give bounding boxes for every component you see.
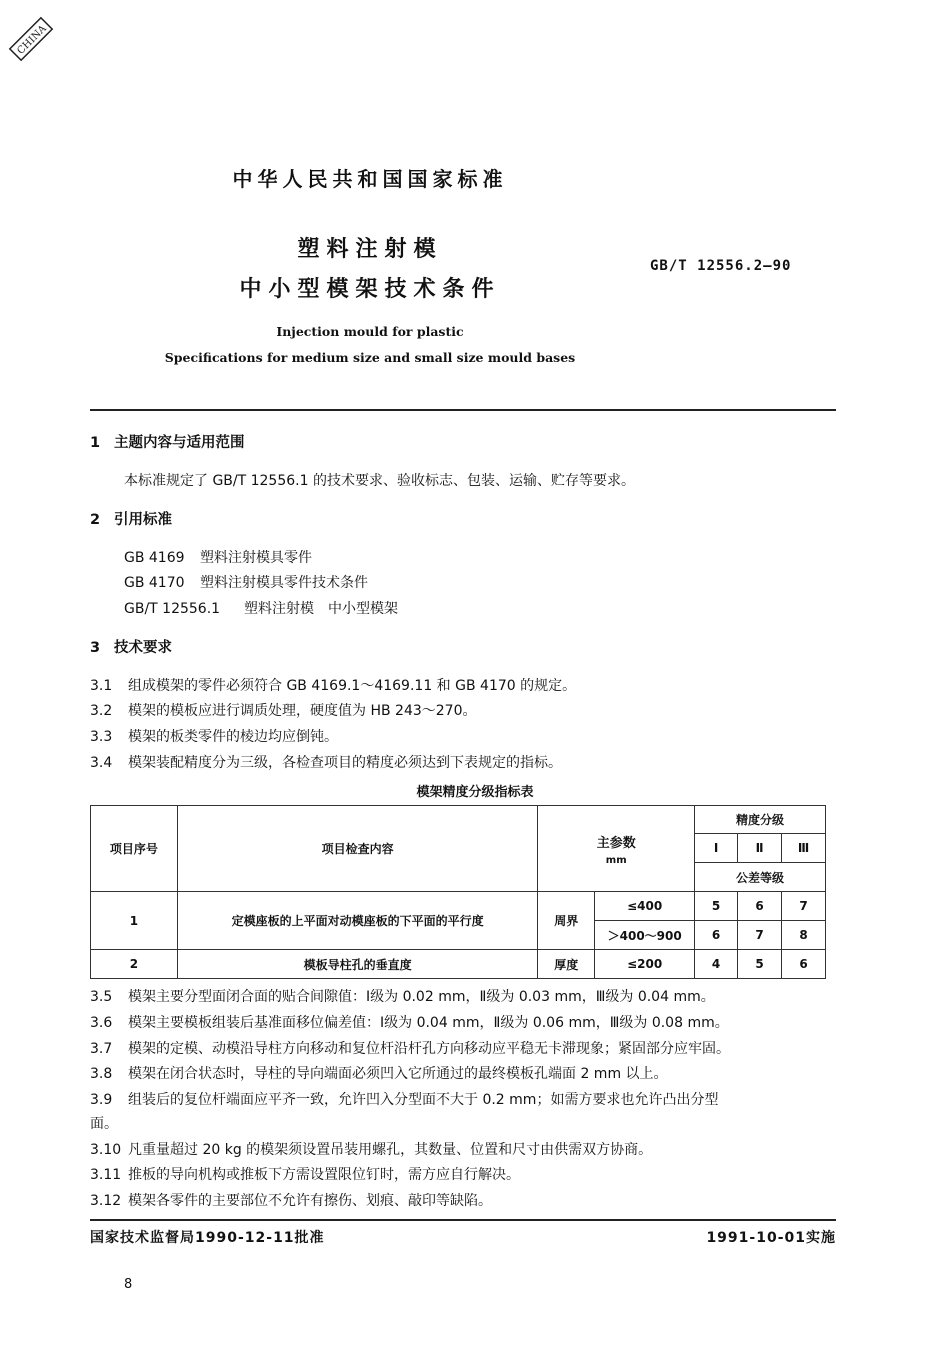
section-3-heading: 3 技术要求	[90, 640, 172, 656]
title-line-2: 中小型模架技术条件	[239, 277, 501, 302]
grade-level: Ⅲ	[782, 834, 826, 863]
row-range: ≤200	[595, 950, 695, 979]
table-row	[91, 950, 826, 979]
effective-date: 1991-10-01实施	[706, 1230, 836, 1246]
china-stamp	[6, 14, 56, 64]
standard-code: GB/T 12556.2—90	[650, 258, 792, 274]
header-item-no: 项目序号	[91, 806, 178, 892]
stamp-text: CHINA	[15, 23, 49, 57]
grade-level: Ⅰ	[695, 834, 738, 863]
header-divider	[90, 409, 836, 411]
row-grade: 5	[695, 892, 738, 921]
row-content: 模板导柱孔的垂直度	[177, 950, 537, 979]
row-param-name: 周界	[538, 892, 595, 950]
row-grade: 6	[782, 950, 826, 979]
row-grade: 7	[782, 892, 826, 921]
clause-3-12: 3.12 模架各零件的主要部位不允许有擦伤、划痕、敲印等缺陷。	[90, 1193, 492, 1209]
clause-3-7: 3.7 模架的定模、动模沿导柱方向移动和复位杆沿杆孔方向移动应平稳无卡滞现象；紧固部分应牢固。	[90, 1041, 730, 1057]
clause-3-5: 3.5 模架主要分型面闭合面的贴合间隙值：Ⅰ级为 0.02 mm，Ⅱ级为 0.03 mm，Ⅲ级为 0.04 mm。	[90, 989, 715, 1005]
english-title-2: Specifications for medium size and small size mould bases	[164, 350, 576, 365]
table-caption: 模架精度分级指标表	[416, 785, 534, 800]
section-1-text: 本标准规定了 GB/T 12556.1 的技术要求、验收标志、包装、运输、贮存等要求。	[124, 473, 635, 489]
row-no: 1	[91, 892, 178, 950]
row-param-name: 厚度	[538, 950, 595, 979]
page-number: 8	[124, 1277, 133, 1292]
grade-level: Ⅱ	[738, 834, 782, 863]
row-grade: 6	[738, 892, 782, 921]
clause-3-6: 3.6 模架主要模板组装后基准面移位偏差值：Ⅰ级为 0.04 mm，Ⅱ级为 0.06 mm，Ⅲ级为 0.08 mm。	[90, 1015, 729, 1031]
row-grade: 8	[782, 921, 826, 950]
reference-item: GB 4170 塑料注射模具零件技术条件	[124, 575, 368, 591]
clause-3-9-continuation: 面。	[90, 1116, 118, 1132]
row-no: 2	[91, 950, 178, 979]
precision-table	[90, 805, 826, 979]
footer-divider	[90, 1219, 836, 1221]
row-grade: 5	[738, 950, 782, 979]
clause-3-2: 3.2 模架的模板应进行调质处理，硬度值为 HB 243～270。	[90, 703, 477, 719]
reference-item: GB/T 12556.1 塑料注射模 中小型模架	[124, 601, 398, 617]
clause-3-9: 3.9 组装后的复位杆端面应平齐一致，允许凹入分型面不大于 0.2 mm；如需方要求也允许凸出分型	[90, 1092, 719, 1108]
table-row	[91, 892, 826, 921]
row-grade: 6	[695, 921, 738, 950]
standard-title: 中华人民共和国国家标准	[232, 167, 508, 191]
row-range: ＞400～900	[595, 921, 695, 950]
reference-item: GB 4169 塑料注射模具零件	[124, 550, 312, 566]
row-content: 定模座板的上平面对动模座板的下平面的平行度	[177, 892, 537, 950]
clause-3-1: 3.1 组成模架的零件必须符合 GB 4169.1～4169.11 和 GB 4170 的规定。	[90, 678, 577, 694]
clause-3-8: 3.8 模架在闭合状态时，导柱的导向端面必须凹入它所通过的最终模板孔端面 2 mm 以上。	[90, 1066, 668, 1082]
english-title-1: Injection mould for plastic	[276, 324, 464, 339]
header-content: 项目检查内容	[177, 806, 537, 892]
clause-3-3: 3.3 模架的板类零件的棱边均应倒钝。	[90, 729, 338, 745]
row-range: ≤400	[595, 892, 695, 921]
section-2-heading: 2 引用标准	[90, 512, 172, 528]
header-tolerance: 公差等级	[695, 863, 826, 892]
clause-3-11: 3.11 推板的导向机构或推板下方需设置限位钉时，需方应自行解决。	[90, 1167, 520, 1183]
header-grade: 精度分级	[695, 806, 826, 834]
row-grade: 7	[738, 921, 782, 950]
clause-3-10: 3.10 凡重量超过 20 kg 的模架须设置吊装用螺孔，其数量、位置和尺寸由供需双方协商。	[90, 1142, 653, 1158]
approval-note: 国家技术监督局1990-12-11批准	[90, 1230, 325, 1246]
header-param: 主参数 mm	[538, 806, 695, 892]
title-line-1: 塑料注射模	[297, 237, 443, 262]
row-grade: 4	[695, 950, 738, 979]
section-1-heading: 1 主题内容与适用范围	[90, 435, 245, 451]
clause-3-4: 3.4 模架装配精度分为三级，各检查项目的精度必须达到下表规定的指标。	[90, 755, 562, 771]
